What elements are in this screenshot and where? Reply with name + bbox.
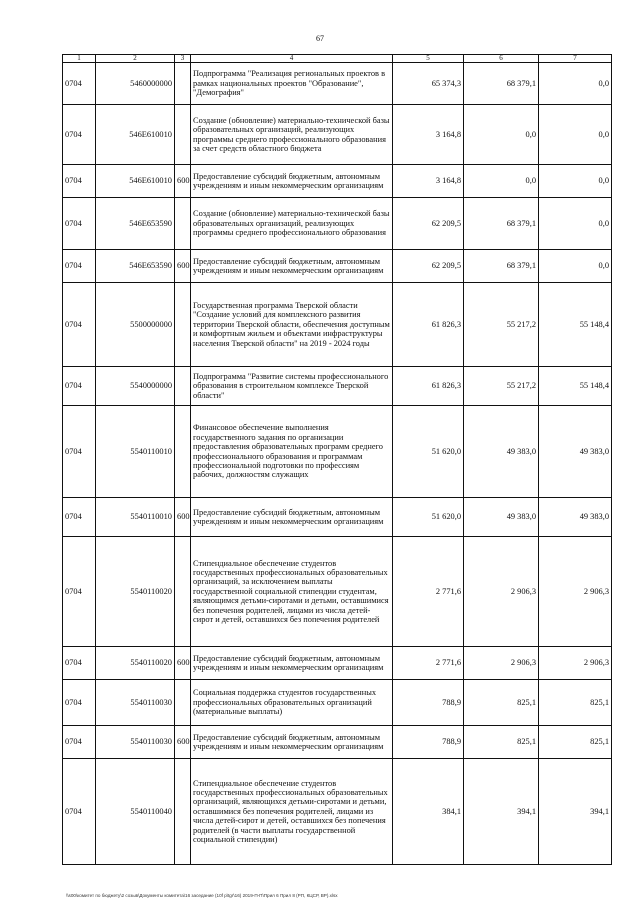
section-cell: 0704: [63, 537, 96, 647]
amount-cell-col6: 55 217,2: [464, 283, 539, 367]
expense-type-cell: 600: [175, 647, 191, 680]
table-row: [63, 198, 612, 250]
expense-type-cell: 600: [175, 250, 191, 283]
expense-type-cell: [175, 680, 191, 726]
expense-type-cell: [175, 759, 191, 865]
amount-cell-col7: 49 383,0: [539, 498, 612, 537]
amount-cell-col6: 68 379,1: [464, 198, 539, 250]
amount-cell-col6: 49 383,0: [464, 406, 539, 498]
amount-cell-col5: 3 164,8: [393, 165, 464, 198]
code-cell: 5540110040: [96, 759, 175, 865]
amount-cell-col5: 51 620,0: [393, 498, 464, 537]
amount-cell-col6: 68 379,1: [464, 250, 539, 283]
amount-cell-col7: 394,1: [539, 759, 612, 865]
section-cell: 0704: [63, 250, 96, 283]
column-header: 4: [191, 55, 393, 63]
expense-type-cell: [175, 105, 191, 165]
name-cell: Предоставление субсидий бюджетным, автономным учреждениям и иным некоммерческим организациям: [191, 726, 393, 759]
table-row: [63, 250, 612, 283]
column-header: 7: [539, 55, 612, 63]
amount-cell-col7: 2 906,3: [539, 537, 612, 647]
table-row: [63, 537, 612, 647]
column-header: 1: [63, 55, 96, 63]
column-header-row: [63, 55, 612, 63]
amount-cell-col5: 2 771,6: [393, 537, 464, 647]
table-body: [63, 55, 612, 865]
section-cell: 0704: [63, 759, 96, 865]
name-cell: Подпрограмма "Реализация региональных проектов в рамках национальных проектов "Образование", "Демография": [191, 63, 393, 105]
amount-cell-col5: 384,1: [393, 759, 464, 865]
amount-cell-col5: 61 826,3: [393, 367, 464, 406]
table-row: [63, 165, 612, 198]
name-cell: Государственная программа Тверской области "Создание условий для комплексного развития территории Тверской области, обеспечения доступным и комфортным жильем и объектами инфраструктуры населения Тверской области" на 2019 - 2024 годы: [191, 283, 393, 367]
file-path-footer: \\s00\комитет по бюджету\2 созыв\Документы комитета\16 заседание (10f p\tgr\16) 2019-П-П\Прил 6 Прил 8 (РП, КЦСР, ВР).xlsx: [66, 893, 338, 898]
code-cell: 546E610010: [96, 105, 175, 165]
amount-cell-col7: 0,0: [539, 105, 612, 165]
amount-cell-col5: 62 209,5: [393, 250, 464, 283]
name-cell: Создание (обновление) материально-технической базы образовательных организаций, реализующих программы среднего профессионального образования за счет средств областного бюджета: [191, 105, 393, 165]
table-row: [63, 680, 612, 726]
name-cell: Социальная поддержка студентов государственных профессиональных образовательных организаций (материальные выплаты): [191, 680, 393, 726]
amount-cell-col7: 2 906,3: [539, 647, 612, 680]
name-cell: Стипендиальное обеспечение студентов государственных профессиональных образовательных организаций, за исключением выплаты государственной социальной стипендии студентам, являющимся детьми-сиротами и детьми, оставшимися без попечения родителей, лицами из числа детей-сирот и детей, оставшихся без попечения родителей: [191, 537, 393, 647]
expense-type-cell: [175, 406, 191, 498]
expense-type-cell: 600: [175, 726, 191, 759]
table-row: [63, 498, 612, 537]
table-row: [63, 647, 612, 680]
amount-cell-col7: 0,0: [539, 165, 612, 198]
amount-cell-col6: 2 906,3: [464, 537, 539, 647]
name-cell: Предоставление субсидий бюджетным, автономным учреждениям и иным некоммерческим организациям: [191, 647, 393, 680]
expense-type-cell: [175, 63, 191, 105]
page-number: 67: [316, 34, 324, 43]
name-cell: Предоставление субсидий бюджетным, автономным учреждениям и иным некоммерческим организациям: [191, 498, 393, 537]
table-row: [63, 63, 612, 105]
name-cell: Финансовое обеспечение выполнения государственного задания по организации предоставления образовательных программ среднего профессионального образования и программам профессиональной подготовки по профессиям рабочих, должностям служащих: [191, 406, 393, 498]
amount-cell-col5: 62 209,5: [393, 198, 464, 250]
amount-cell-col5: 788,9: [393, 726, 464, 759]
section-cell: 0704: [63, 367, 96, 406]
code-cell: 5540000000: [96, 367, 175, 406]
section-cell: 0704: [63, 406, 96, 498]
budget-table: [62, 54, 612, 865]
amount-cell-col7: 0,0: [539, 198, 612, 250]
table-row: [63, 367, 612, 406]
amount-cell-col6: 68 379,1: [464, 63, 539, 105]
name-cell: Создание (обновление) материально-технической базы образовательных организаций, реализующих программы среднего профессионального образования: [191, 198, 393, 250]
amount-cell-col6: 55 217,2: [464, 367, 539, 406]
amount-cell-col5: 3 164,8: [393, 105, 464, 165]
amount-cell-col7: 0,0: [539, 250, 612, 283]
expense-type-cell: [175, 198, 191, 250]
name-cell: Предоставление субсидий бюджетным, автономным учреждениям и иным некоммерческим организациям: [191, 250, 393, 283]
amount-cell-col6: 825,1: [464, 680, 539, 726]
code-cell: 546E653590: [96, 198, 175, 250]
code-cell: 546E653590: [96, 250, 175, 283]
code-cell: 5540110010: [96, 498, 175, 537]
section-cell: 0704: [63, 165, 96, 198]
amount-cell-col7: 49 383,0: [539, 406, 612, 498]
code-cell: 5540110030: [96, 680, 175, 726]
name-cell: Предоставление субсидий бюджетным, автономным учреждениям и иным некоммерческим организациям: [191, 165, 393, 198]
name-cell: Стипендиальное обеспечение студентов государственных профессиональных образовательных организаций, являющихся детьми-сиротами и детьми, оставшимися без попечения родителей, лицами из числа детей-сирот и детей, оставшихся без попечения родителей (в части выплаты государственной социальной стипендии): [191, 759, 393, 865]
amount-cell-col6: 825,1: [464, 726, 539, 759]
section-cell: 0704: [63, 647, 96, 680]
column-header: 2: [96, 55, 175, 63]
column-header: 6: [464, 55, 539, 63]
amount-cell-col7: 825,1: [539, 726, 612, 759]
amount-cell-col7: 55 148,4: [539, 367, 612, 406]
code-cell: 5500000000: [96, 283, 175, 367]
code-cell: 5540110020: [96, 647, 175, 680]
expense-type-cell: 600: [175, 498, 191, 537]
amount-cell-col5: 61 826,3: [393, 283, 464, 367]
table-row: [63, 105, 612, 165]
table-row: [63, 759, 612, 865]
expense-type-cell: [175, 283, 191, 367]
amount-cell-col6: 394,1: [464, 759, 539, 865]
table-row: [63, 283, 612, 367]
code-cell: 5460000000: [96, 63, 175, 105]
code-cell: 546E610010: [96, 165, 175, 198]
expense-type-cell: [175, 367, 191, 406]
name-cell: Подпрограмма "Развитие системы профессионального образования в строительном комплексе Тверской области": [191, 367, 393, 406]
section-cell: 0704: [63, 283, 96, 367]
section-cell: 0704: [63, 680, 96, 726]
amount-cell-col5: 2 771,6: [393, 647, 464, 680]
section-cell: 0704: [63, 726, 96, 759]
section-cell: 0704: [63, 105, 96, 165]
column-header: 3: [175, 55, 191, 63]
amount-cell-col6: 0,0: [464, 105, 539, 165]
amount-cell-col6: 0,0: [464, 165, 539, 198]
expense-type-cell: [175, 537, 191, 647]
table-row: [63, 726, 612, 759]
table-row: [63, 406, 612, 498]
section-cell: 0704: [63, 63, 96, 105]
amount-cell-col7: 55 148,4: [539, 283, 612, 367]
expense-type-cell: 600: [175, 165, 191, 198]
section-cell: 0704: [63, 498, 96, 537]
amount-cell-col5: 65 374,3: [393, 63, 464, 105]
amount-cell-col6: 2 906,3: [464, 647, 539, 680]
code-cell: 5540110010: [96, 406, 175, 498]
amount-cell-col7: 825,1: [539, 680, 612, 726]
amount-cell-col7: 0,0: [539, 63, 612, 105]
code-cell: 5540110020: [96, 537, 175, 647]
amount-cell-col6: 49 383,0: [464, 498, 539, 537]
column-header: 5: [393, 55, 464, 63]
amount-cell-col5: 788,9: [393, 680, 464, 726]
amount-cell-col5: 51 620,0: [393, 406, 464, 498]
section-cell: 0704: [63, 198, 96, 250]
code-cell: 5540110030: [96, 726, 175, 759]
